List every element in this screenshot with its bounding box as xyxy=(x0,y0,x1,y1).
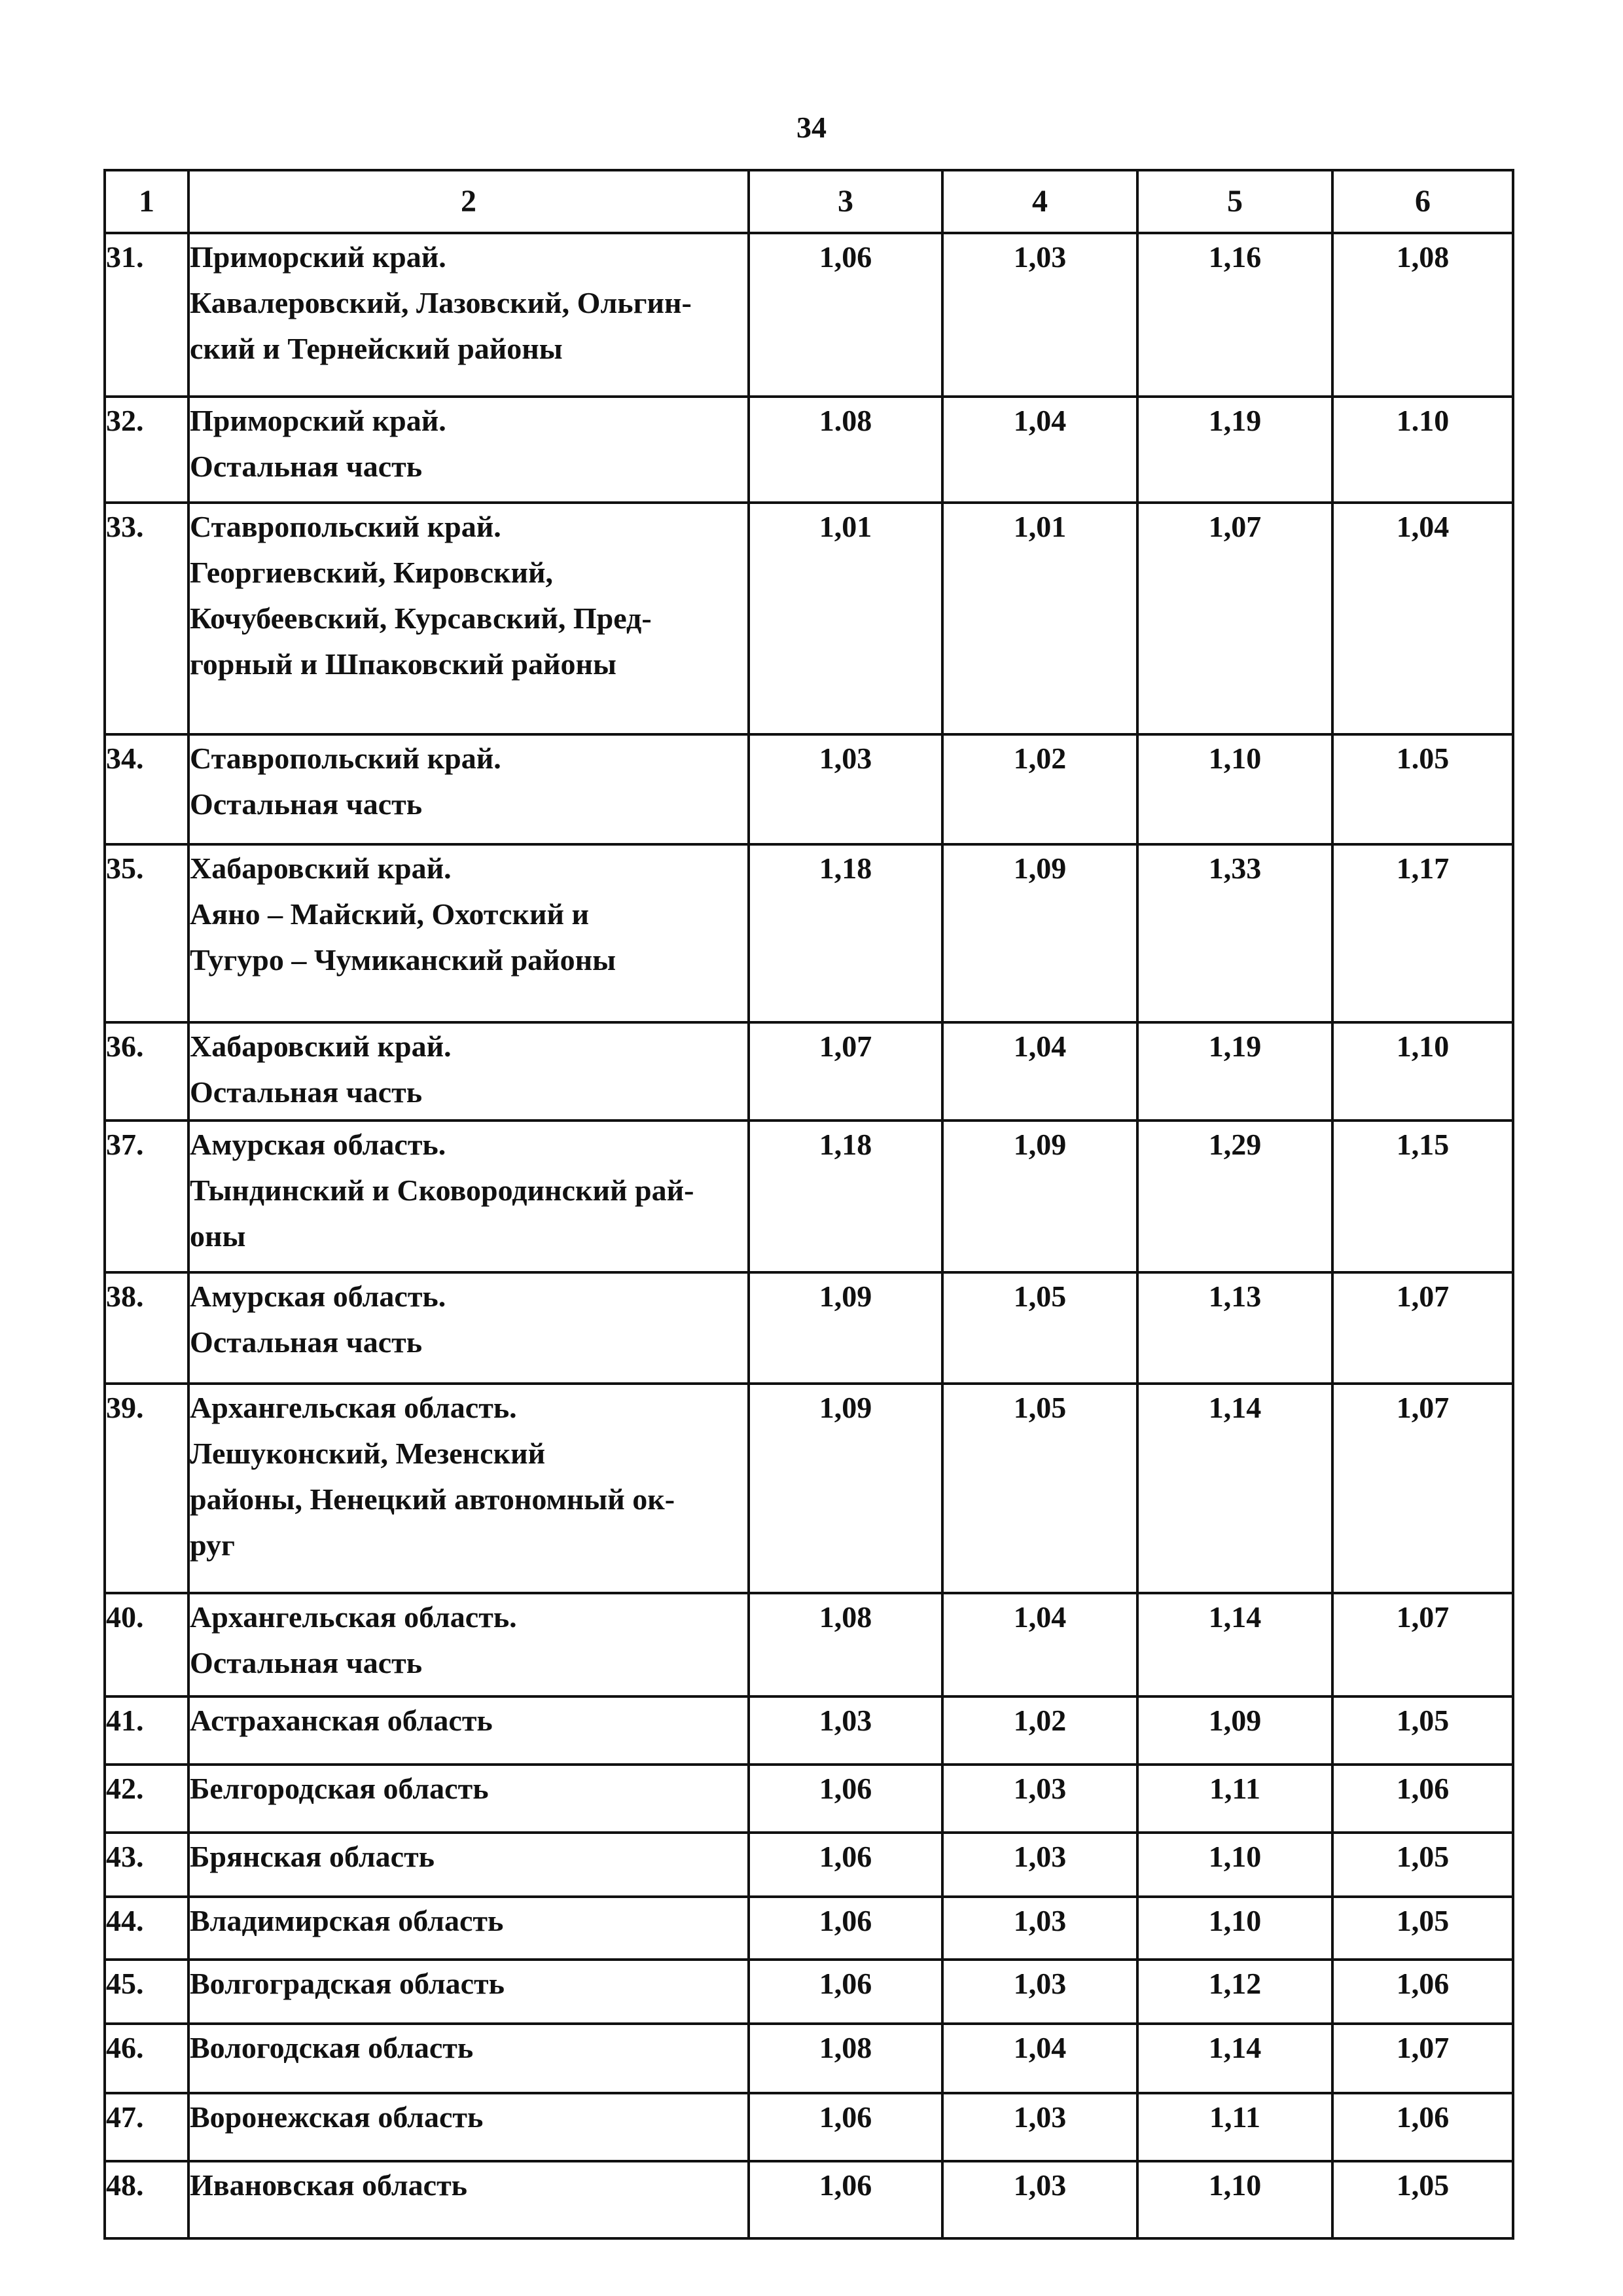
column-header: 5 xyxy=(1137,170,1332,233)
region-name xyxy=(188,844,749,1022)
row-number: 45. xyxy=(105,1960,188,2024)
table-body xyxy=(105,233,1513,2238)
coefficient-col-5: 1,14 xyxy=(1137,1593,1332,1696)
coefficient-col-5: 1,14 xyxy=(1137,2024,1332,2093)
region-name xyxy=(188,2093,749,2161)
coefficient-col-4: 1,03 xyxy=(942,1897,1137,1960)
region-name-line: Хабаровский край. xyxy=(190,1030,452,1063)
row-number: 36. xyxy=(105,1022,188,1121)
region-name xyxy=(188,2161,749,2238)
row-number: 47. xyxy=(105,2093,188,2161)
row-number: 32. xyxy=(105,397,188,503)
table-row xyxy=(105,734,1513,844)
region-name-line: оны xyxy=(190,1219,246,1253)
coefficient-col-5: 1,10 xyxy=(1137,734,1332,844)
region-name-line: Воронежская область xyxy=(190,2100,484,2134)
region-name-line: Белгородская область xyxy=(190,1772,489,1805)
coefficient-col-5: 1,29 xyxy=(1137,1121,1332,1272)
table-row xyxy=(105,1022,1513,1121)
region-name-line: Амурская область. xyxy=(190,1128,446,1161)
coefficient-col-6: 1.05 xyxy=(1332,734,1513,844)
coefficient-col-6: 1,07 xyxy=(1332,1593,1513,1696)
coefficient-col-3: 1,07 xyxy=(749,1022,942,1121)
region-name xyxy=(188,1960,749,2024)
region-name xyxy=(188,1833,749,1897)
region-name-line: Кавалеровский, Лазовский, Ольгин- xyxy=(190,286,692,319)
row-number: 43. xyxy=(105,1833,188,1897)
coefficient-col-3: 1,06 xyxy=(749,1765,942,1833)
row-number: 31. xyxy=(105,233,188,397)
coefficient-col-3: 1,06 xyxy=(749,2161,942,2238)
region-name-line: Хабаровский край. xyxy=(190,852,452,885)
header-row xyxy=(105,170,1513,233)
table-row xyxy=(105,397,1513,503)
coefficient-col-4: 1,09 xyxy=(942,844,1137,1022)
row-number: 44. xyxy=(105,1897,188,1960)
region-name-line: Астраханская область xyxy=(190,1704,493,1737)
region-name-line: Лешуконский, Мезенский xyxy=(190,1437,546,1470)
region-name xyxy=(188,1022,749,1121)
table-row xyxy=(105,844,1513,1022)
column-header: 3 xyxy=(749,170,942,233)
row-number: 33. xyxy=(105,503,188,734)
row-number: 34. xyxy=(105,734,188,844)
coefficient-col-6: 1,05 xyxy=(1332,1897,1513,1960)
coefficient-col-4: 1,03 xyxy=(942,1960,1137,2024)
region-name-line: руг xyxy=(190,1528,235,1562)
coefficient-col-4: 1,01 xyxy=(942,503,1137,734)
table-row xyxy=(105,1272,1513,1384)
region-name xyxy=(188,1765,749,1833)
region-name xyxy=(188,1384,749,1593)
coefficient-col-6: 1,17 xyxy=(1332,844,1513,1022)
region-name xyxy=(188,503,749,734)
region-name xyxy=(188,1897,749,1960)
row-number: 38. xyxy=(105,1272,188,1384)
region-name xyxy=(188,1696,749,1765)
coefficient-table xyxy=(103,169,1514,2240)
row-number: 37. xyxy=(105,1121,188,1272)
coefficient-col-3: 1,01 xyxy=(749,503,942,734)
region-name-line: Тугуро – Чумиканский районы xyxy=(190,943,616,977)
coefficient-col-6: 1,05 xyxy=(1332,1696,1513,1765)
coefficient-col-5: 1,09 xyxy=(1137,1696,1332,1765)
region-name-line: Георгиевский, Кировский, xyxy=(190,556,554,589)
coefficient-col-6: 1,08 xyxy=(1332,233,1513,397)
coefficient-col-6: 1,06 xyxy=(1332,1765,1513,1833)
table-row xyxy=(105,1593,1513,1696)
page-number: 34 xyxy=(796,111,827,144)
column-header: 6 xyxy=(1332,170,1513,233)
coefficient-col-6: 1,07 xyxy=(1332,1384,1513,1593)
row-number: 35. xyxy=(105,844,188,1022)
coefficient-col-3: 1,06 xyxy=(749,1897,942,1960)
row-number: 42. xyxy=(105,1765,188,1833)
coefficient-col-3: 1,03 xyxy=(749,1696,942,1765)
coefficient-col-5: 1,10 xyxy=(1137,1897,1332,1960)
region-name-line: горный и Шпаковский районы xyxy=(190,647,616,681)
region-name-line: Брянская область xyxy=(190,1840,435,1873)
coefficient-col-6: 1,07 xyxy=(1332,2024,1513,2093)
coefficient-col-4: 1,09 xyxy=(942,1121,1137,1272)
region-name-line: Кочубеевский, Курсавский, Пред- xyxy=(190,601,652,635)
region-name-line: районы, Ненецкий автономный ок- xyxy=(190,1482,675,1516)
coefficient-col-3: 1,09 xyxy=(749,1384,942,1593)
coefficient-col-6: 1,06 xyxy=(1332,1960,1513,2024)
row-number: 39. xyxy=(105,1384,188,1593)
region-name-line: ский и Тернейский районы xyxy=(190,332,563,365)
table-row xyxy=(105,1897,1513,1960)
coefficient-col-6: 1,04 xyxy=(1332,503,1513,734)
table-row xyxy=(105,2161,1513,2238)
coefficient-col-4: 1,05 xyxy=(942,1384,1137,1593)
coefficient-col-3: 1,06 xyxy=(749,1960,942,2024)
region-name-line: Остальная часть xyxy=(190,1325,423,1359)
coefficient-col-3: 1,06 xyxy=(749,233,942,397)
region-name-line: Ивановская область xyxy=(190,2168,467,2202)
region-name xyxy=(188,1272,749,1384)
table-row xyxy=(105,233,1513,397)
coefficient-col-6: 1,06 xyxy=(1332,2093,1513,2161)
coefficient-col-3: 1,08 xyxy=(749,2024,942,2093)
region-name-line: Вологодская область xyxy=(190,2031,474,2064)
coefficient-col-5: 1,16 xyxy=(1137,233,1332,397)
region-name-line: Приморский край. xyxy=(190,404,446,437)
coefficient-col-4: 1,03 xyxy=(942,1833,1137,1897)
region-name-line: Архангельская область. xyxy=(190,1391,517,1424)
table-row xyxy=(105,1384,1513,1593)
coefficient-col-3: 1,06 xyxy=(749,1833,942,1897)
table-row xyxy=(105,2024,1513,2093)
coefficient-col-4: 1,03 xyxy=(942,2093,1137,2161)
coefficient-col-5: 1,07 xyxy=(1137,503,1332,734)
column-header: 1 xyxy=(105,170,188,233)
region-name xyxy=(188,2024,749,2093)
row-number: 41. xyxy=(105,1696,188,1765)
coefficient-col-5: 1,10 xyxy=(1137,1833,1332,1897)
coefficient-col-3: 1,08 xyxy=(749,1593,942,1696)
coefficient-col-4: 1,04 xyxy=(942,397,1137,503)
row-number: 40. xyxy=(105,1593,188,1696)
table-row xyxy=(105,1960,1513,2024)
coefficient-col-6: 1,07 xyxy=(1332,1272,1513,1384)
table-row xyxy=(105,2093,1513,2161)
coefficient-col-3: 1,09 xyxy=(749,1272,942,1384)
region-name-line: Ставропольский край. xyxy=(190,510,501,543)
coefficient-col-5: 1,33 xyxy=(1137,844,1332,1022)
coefficient-col-5: 1,11 xyxy=(1137,1765,1332,1833)
coefficient-col-6: 1,15 xyxy=(1332,1121,1513,1272)
region-name-line: Волгоградская область xyxy=(190,1967,505,2000)
region-name-line: Аяно – Майский, Охотский и xyxy=(190,897,589,931)
coefficient-col-4: 1,04 xyxy=(942,2024,1137,2093)
region-name-line: Приморский край. xyxy=(190,240,446,274)
coefficient-col-3: 1,18 xyxy=(749,1121,942,1272)
region-name xyxy=(188,1121,749,1272)
region-name xyxy=(188,397,749,503)
column-header: 2 xyxy=(188,170,749,233)
column-header: 4 xyxy=(942,170,1137,233)
coefficient-col-3: 1,03 xyxy=(749,734,942,844)
region-name-line: Остальная часть xyxy=(190,1075,423,1109)
coefficient-col-4: 1,04 xyxy=(942,1593,1137,1696)
region-name xyxy=(188,734,749,844)
coefficient-col-4: 1,04 xyxy=(942,1022,1137,1121)
region-name-line: Архангельская область. xyxy=(190,1600,517,1634)
coefficient-col-6: 1,10 xyxy=(1332,1022,1513,1121)
coefficient-col-4: 1,03 xyxy=(942,233,1137,397)
table-row xyxy=(105,503,1513,734)
coefficient-col-5: 1,13 xyxy=(1137,1272,1332,1384)
coefficient-col-6: 1,05 xyxy=(1332,2161,1513,2238)
coefficient-col-5: 1,19 xyxy=(1137,1022,1332,1121)
region-name-line: Остальная часть xyxy=(190,450,423,483)
coefficient-col-5: 1,10 xyxy=(1137,2161,1332,2238)
table-row xyxy=(105,1696,1513,1765)
table-row xyxy=(105,1121,1513,1272)
region-name-line: Владимирская область xyxy=(190,1904,504,1937)
region-name xyxy=(188,233,749,397)
coefficient-col-3: 1,06 xyxy=(749,2093,942,2161)
table-row xyxy=(105,1765,1513,1833)
coefficient-col-3: 1.08 xyxy=(749,397,942,503)
region-name xyxy=(188,1593,749,1696)
coefficient-col-5: 1,14 xyxy=(1137,1384,1332,1593)
region-name-line: Остальная часть xyxy=(190,787,423,821)
row-number: 48. xyxy=(105,2161,188,2238)
coefficient-col-6: 1.10 xyxy=(1332,397,1513,503)
region-name-line: Тындинский и Сковородинский рай- xyxy=(190,1174,694,1207)
table-row xyxy=(105,1833,1513,1897)
coefficient-col-4: 1,03 xyxy=(942,2161,1137,2238)
region-name-line: Остальная часть xyxy=(190,1646,423,1679)
coefficient-col-4: 1,03 xyxy=(942,1765,1137,1833)
coefficient-col-5: 1,12 xyxy=(1137,1960,1332,2024)
region-name-line: Ставропольский край. xyxy=(190,742,501,775)
row-number: 46. xyxy=(105,2024,188,2093)
region-name-line: Амурская область. xyxy=(190,1280,446,1313)
coefficient-col-5: 1,11 xyxy=(1137,2093,1332,2161)
coefficient-col-4: 1,02 xyxy=(942,1696,1137,1765)
coefficient-col-4: 1,02 xyxy=(942,734,1137,844)
coefficient-col-3: 1,18 xyxy=(749,844,942,1022)
coefficient-col-6: 1,05 xyxy=(1332,1833,1513,1897)
coefficient-col-5: 1,19 xyxy=(1137,397,1332,503)
coefficient-col-4: 1,05 xyxy=(942,1272,1137,1384)
